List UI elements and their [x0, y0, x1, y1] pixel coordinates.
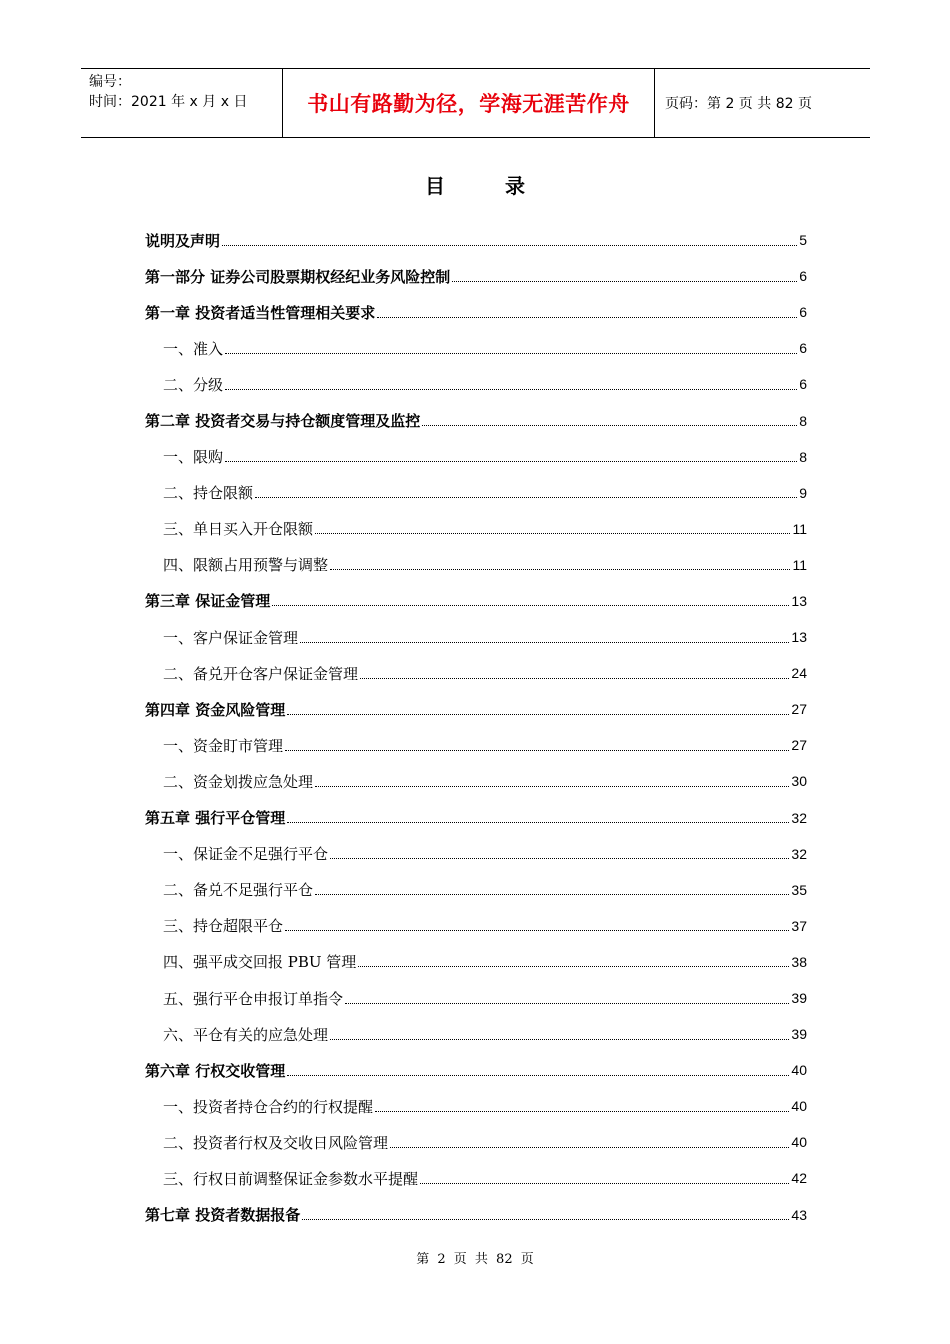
toc-dot-leader — [330, 1039, 789, 1040]
document-number-label: 编号： — [89, 74, 131, 90]
toc-entry-label: 三、单日买入开仓限额 — [163, 520, 314, 539]
toc-chapter-entry[interactable] — [145, 294, 807, 330]
toc-section-entry[interactable] — [145, 439, 807, 475]
toc-dot-leader — [358, 966, 789, 967]
toc-dot-leader — [287, 714, 789, 715]
toc-section-entry[interactable] — [145, 763, 807, 799]
toc-entry-label: 第五章 强行平仓管理 — [145, 809, 286, 828]
toc-entry-page: 8 — [799, 448, 807, 465]
toc-entry-label: 第六章 行权交收管理 — [145, 1061, 286, 1080]
toc-entry-page: 6 — [799, 340, 807, 357]
toc-entry-label: 二、备兑开仓客户保证金管理 — [163, 664, 359, 683]
toc-entry-page: 39 — [791, 1026, 807, 1043]
toc-entry-label: 一、准入 — [163, 339, 224, 358]
toc-entry-page: 11 — [792, 520, 807, 537]
toc-section-entry[interactable] — [145, 547, 807, 583]
toc-dot-leader — [330, 569, 790, 570]
toc-entry-page: 43 — [791, 1206, 807, 1223]
toc-entry-label: 二、资金划拨应急处理 — [163, 772, 314, 791]
toc-entry-label: 第四章 资金风险管理 — [145, 700, 286, 719]
toc-section-entry[interactable] — [145, 872, 807, 908]
toc-entry-page: 5 — [799, 232, 807, 249]
toc-chapter-entry[interactable] — [145, 402, 807, 438]
toc-dot-leader — [315, 786, 789, 787]
toc-entry-label: 二、分级 — [163, 375, 224, 394]
toc-entry-page: 6 — [799, 376, 807, 393]
toc-dot-leader — [222, 245, 797, 246]
toc-entry-label: 一、资金盯市管理 — [163, 736, 284, 755]
toc-chapter-entry[interactable] — [145, 691, 807, 727]
toc-entry-label: 一、保证金不足强行平仓 — [163, 845, 329, 864]
toc-entry-page: 13 — [791, 592, 807, 609]
toc-dot-leader — [225, 353, 797, 354]
toc-entry-page: 40 — [791, 1134, 807, 1151]
toc-section-entry[interactable] — [145, 944, 807, 980]
toc-entry-page: 39 — [791, 990, 807, 1007]
toc-section-entry[interactable] — [145, 1124, 807, 1160]
toc-entry-page: 35 — [791, 881, 807, 898]
toc-section-entry[interactable] — [145, 836, 807, 872]
toc-entry-page: 42 — [791, 1170, 807, 1187]
toc-entry-page: 27 — [791, 701, 807, 718]
toc-entry-label: 第七章 投资者数据报备 — [145, 1206, 301, 1225]
toc-entry-label: 第一部分 证券公司股票期权经纪业务风险控制 — [145, 267, 451, 286]
toc-section-entry[interactable] — [145, 908, 807, 944]
toc-entry-label: 五、强行平仓申报订单指令 — [163, 989, 344, 1008]
toc-entry-page: 40 — [791, 1098, 807, 1115]
toc-entry-label: 一、客户保证金管理 — [163, 628, 299, 647]
toc-section-entry[interactable] — [145, 475, 807, 511]
toc-dot-leader — [272, 605, 789, 606]
toc-entry-page: 24 — [791, 665, 807, 682]
toc-entry-label: 二、持仓限额 — [163, 484, 254, 503]
toc-entry-label: 第二章 投资者交易与持仓额度管理及监控 — [145, 412, 421, 431]
toc-dot-leader — [330, 858, 789, 859]
toc-dot-leader — [300, 642, 789, 643]
toc-chapter-entry[interactable] — [145, 583, 807, 619]
toc-entry-page: 37 — [791, 917, 807, 934]
toc-entry-label: 三、持仓超限平仓 — [163, 917, 284, 936]
toc-section-entry[interactable] — [145, 366, 807, 402]
toc-entry-label: 四、强平成交回报 PBU 管理 — [163, 953, 357, 972]
toc-entry-page: 13 — [791, 629, 807, 646]
toc-chapter-entry[interactable] — [145, 258, 807, 294]
toc-entry-label: 第三章 保证金管理 — [145, 592, 271, 611]
toc-title: 目录 — [425, 174, 585, 198]
page-footer: 第 2 页 共 82 页 — [416, 1252, 534, 1267]
toc-dot-leader — [315, 894, 789, 895]
toc-section-entry[interactable] — [145, 727, 807, 763]
toc-dot-leader — [285, 750, 789, 751]
toc-entry-page: 11 — [792, 556, 807, 573]
toc-entry-page: 6 — [799, 304, 807, 321]
toc-dot-leader — [375, 1111, 789, 1112]
header-page-cell — [655, 69, 870, 137]
page-header — [81, 68, 870, 138]
toc-section-entry[interactable] — [145, 619, 807, 655]
toc-dot-leader — [422, 425, 797, 426]
toc-chapter-entry[interactable] — [145, 1197, 807, 1233]
toc-entry-label: 一、限购 — [163, 448, 224, 467]
toc-entry-label: 二、备兑不足强行平仓 — [163, 881, 314, 900]
toc-section-entry[interactable] — [145, 330, 807, 366]
toc-dot-leader — [225, 461, 797, 462]
document-date: 时间：2021 年 x 月 x 日 — [89, 94, 248, 110]
toc-section-entry[interactable] — [145, 1016, 807, 1052]
toc-entry-page: 32 — [791, 845, 807, 862]
toc-entry-label: 三、行权日前调整保证金参数水平提醒 — [163, 1169, 419, 1188]
toc-dot-leader — [287, 1075, 789, 1076]
toc-entry-page: 27 — [791, 737, 807, 754]
toc-section-entry[interactable] — [145, 511, 807, 547]
toc-dot-leader — [452, 281, 797, 282]
toc-dot-leader — [255, 497, 797, 498]
toc-dot-leader — [302, 1219, 789, 1220]
toc-entry-label: 一、投资者持仓合约的行权提醒 — [163, 1097, 374, 1116]
toc-entry-page: 8 — [799, 412, 807, 429]
toc-dot-leader — [360, 678, 789, 679]
toc-dot-leader — [390, 1147, 789, 1148]
toc-dot-leader — [225, 389, 797, 390]
header-meta-cell — [81, 69, 283, 137]
toc-entry-label: 六、平仓有关的应急处理 — [163, 1025, 329, 1044]
toc-entry-page: 30 — [791, 773, 807, 790]
toc-section-entry[interactable] — [145, 1160, 807, 1196]
toc-dot-leader — [285, 930, 789, 931]
header-motto: 书山有路勤为径，学海无涯苦作舟 — [307, 91, 630, 116]
header-page-info: 页码：第 2 页 共 82 页 — [665, 96, 812, 112]
toc-dot-leader — [287, 822, 789, 823]
toc-entry-label: 二、投资者行权及交收日风险管理 — [163, 1133, 389, 1152]
toc-dot-leader — [377, 317, 797, 318]
toc-entry-page: 32 — [791, 809, 807, 826]
toc-entry-page: 38 — [791, 953, 807, 970]
toc-dot-leader — [315, 533, 790, 534]
toc-chapter-entry[interactable] — [145, 222, 807, 258]
toc-chapter-entry[interactable] — [145, 1052, 807, 1088]
header-motto-cell — [283, 69, 655, 137]
toc-entry-label: 说明及声明 — [145, 231, 221, 250]
toc-entry-label: 第一章 投资者适当性管理相关要求 — [145, 303, 376, 322]
toc-entry-label: 四、限额占用预警与调整 — [163, 556, 329, 575]
toc-section-entry[interactable] — [145, 980, 807, 1016]
toc-entry-page: 9 — [799, 484, 807, 501]
table-of-contents — [145, 222, 807, 1233]
toc-section-entry[interactable] — [145, 655, 807, 691]
toc-entry-page: 6 — [799, 268, 807, 285]
toc-entry-page: 40 — [791, 1062, 807, 1079]
toc-section-entry[interactable] — [145, 1088, 807, 1124]
toc-chapter-entry[interactable] — [145, 800, 807, 836]
toc-dot-leader — [420, 1183, 789, 1184]
toc-dot-leader — [345, 1003, 789, 1004]
